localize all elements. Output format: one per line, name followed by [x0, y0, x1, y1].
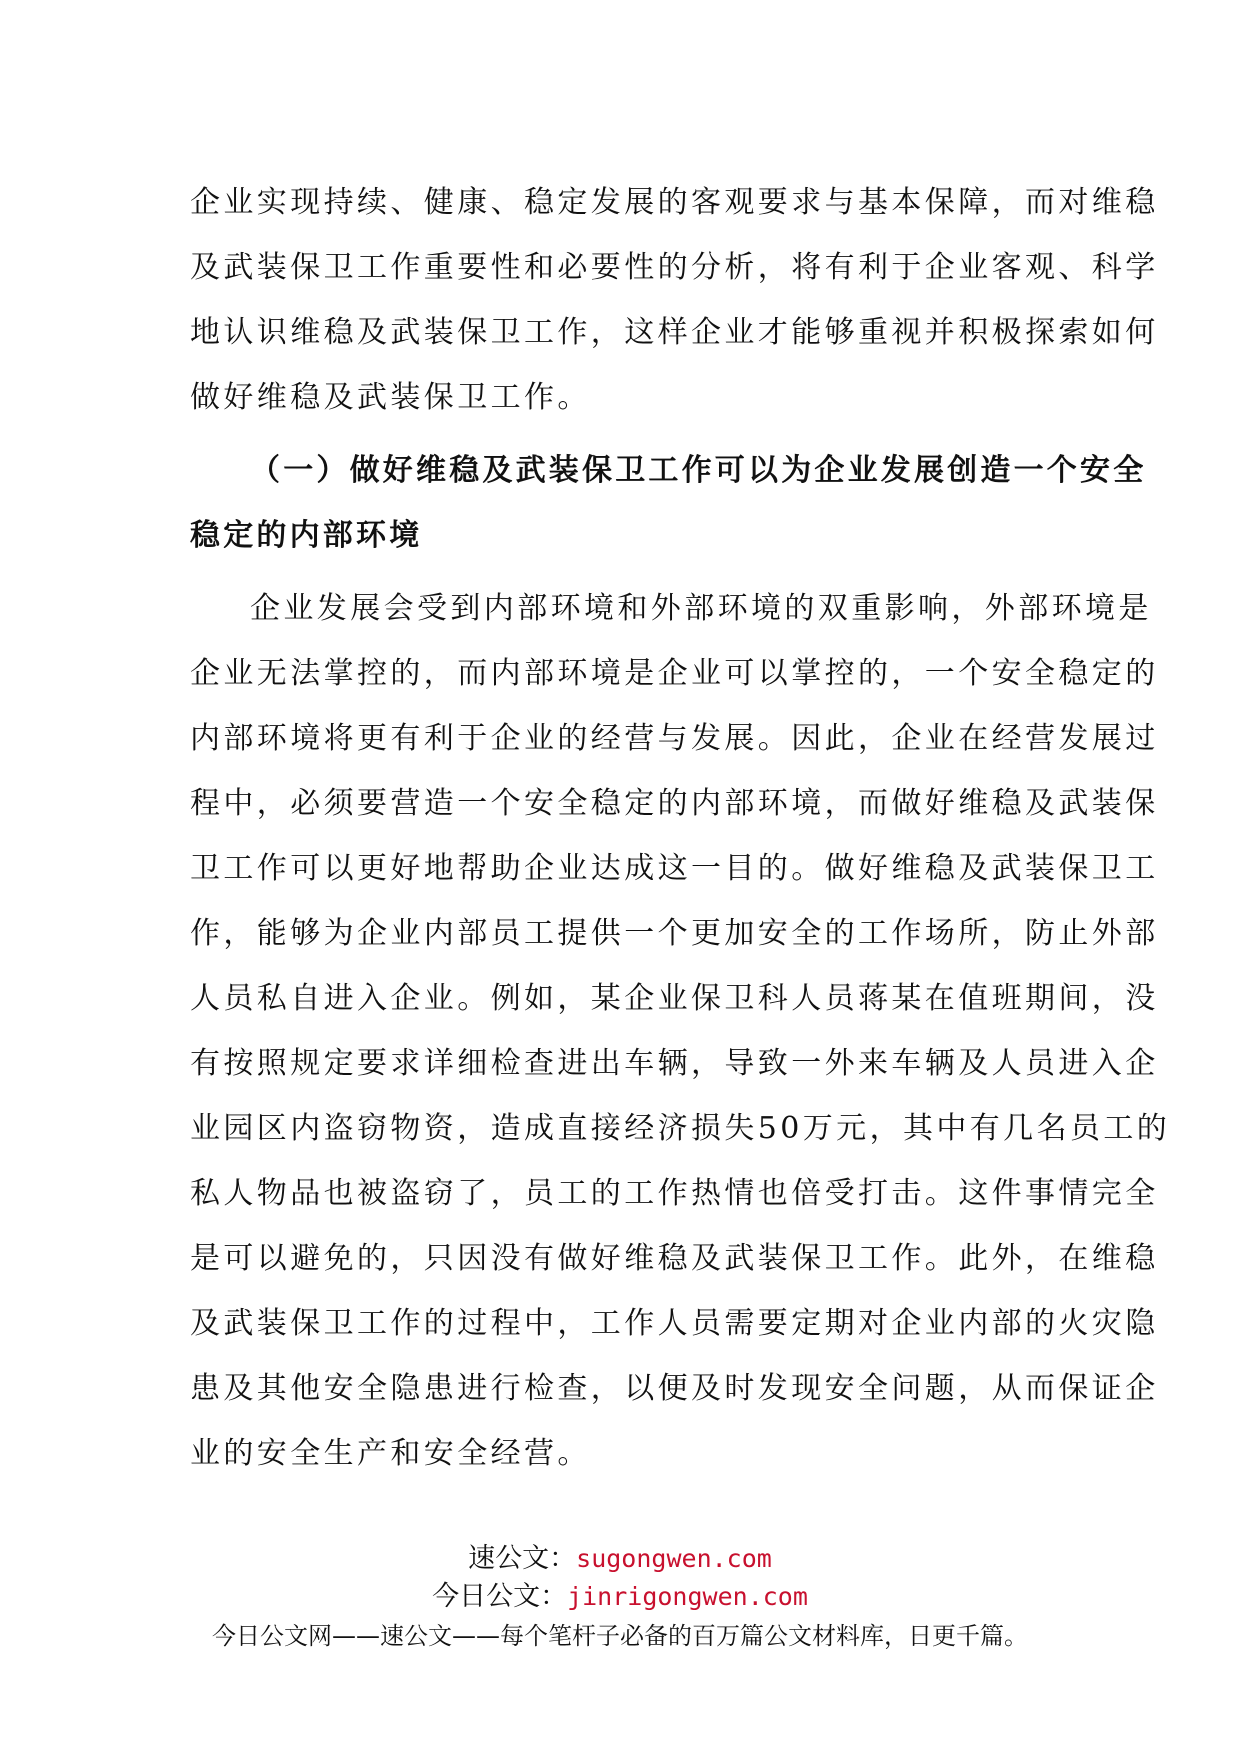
text-line: 业的安全生产和安全经营。	[190, 1436, 591, 1471]
text-line: 私人物品也被盗窃了，员工的工作热情也倍受打击。这件事情完全	[190, 1176, 1159, 1211]
text-line: 有按照规定要求详细检查进出车辆，导致一外来车辆及人员进入企	[190, 1046, 1159, 1081]
jinrigongwen-link[interactable]: jinrigongwen.com	[567, 1582, 808, 1611]
text-line: 内部环境将更有利于企业的经营与发展。因此，企业在经营发展过	[190, 721, 1159, 756]
body-paragraph	[190, 576, 1171, 1486]
footer-label-sugongwen: 速公文：	[468, 1543, 577, 1574]
text-line: 卫工作可以更好地帮助企业达成这一目的。做好维稳及武装保卫工	[190, 851, 1159, 886]
text-line: 做好维稳及武装保卫工作。	[190, 380, 591, 415]
text-line: 企业发展会受到内部环境和外部环境的双重影响，外部环境是	[250, 591, 1152, 626]
text-line: 作，能够为企业内部员工提供一个更加安全的工作场所，防止外部	[190, 916, 1159, 951]
text-line: 患及其他安全隐患进行检查，以便及时发现安全问题，从而保证企	[190, 1371, 1159, 1406]
paragraph-continuation	[190, 170, 1159, 430]
heading-line: 稳定的内部环境	[190, 518, 423, 553]
text-line: 人员私自进入企业。例如，某企业保卫科人员蒋某在值班期间，没	[190, 981, 1159, 1016]
paragraph-spacer	[190, 568, 1045, 576]
text-line: 程中，必须要营造一个安全稳定的内部环境，而做好维稳及武装保	[190, 786, 1159, 821]
footer-slogan: 今日公文网——速公文——每个笔杆子必备的百万篇公文材料库，日更千篇。	[212, 1622, 1028, 1650]
text-line: 企业实现持续、健康、稳定发展的客观要求与基本保障，而对维稳	[190, 185, 1159, 220]
text-line: 及武装保卫工作的过程中，工作人员需要定期对企业内部的火灾隐	[190, 1306, 1159, 1341]
footer-line-jinrigongwen	[0, 1578, 1240, 1616]
sugongwen-link[interactable]: sugongwen.com	[576, 1544, 772, 1573]
footer-label-jinrigongwen: 今日公文：	[432, 1581, 568, 1612]
text-line: 及武装保卫工作重要性和必要性的分析，将有利于企业客观、科学	[190, 250, 1159, 285]
text-line: 地认识维稳及武装保卫工作，这样企业才能够重视并积极探索如何	[190, 315, 1159, 350]
text-line: 业园区内盗窃物资，造成直接经济损失50万元，其中有几名员工的	[190, 1111, 1171, 1146]
footer-line-sugongwen	[0, 1540, 1240, 1578]
text-line: 企业无法掌控的，而内部环境是企业可以掌控的，一个安全稳定的	[190, 656, 1159, 691]
text-line: 是可以避免的，只因没有做好维稳及武装保卫工作。此外，在维稳	[190, 1241, 1159, 1276]
document-body	[190, 170, 1171, 1486]
section-heading	[190, 438, 1147, 568]
paragraph-spacer	[190, 430, 1045, 438]
page-footer	[0, 1540, 1240, 1656]
heading-line: （一）做好维稳及武装保卫工作可以为企业发展创造一个安全	[250, 453, 1147, 488]
